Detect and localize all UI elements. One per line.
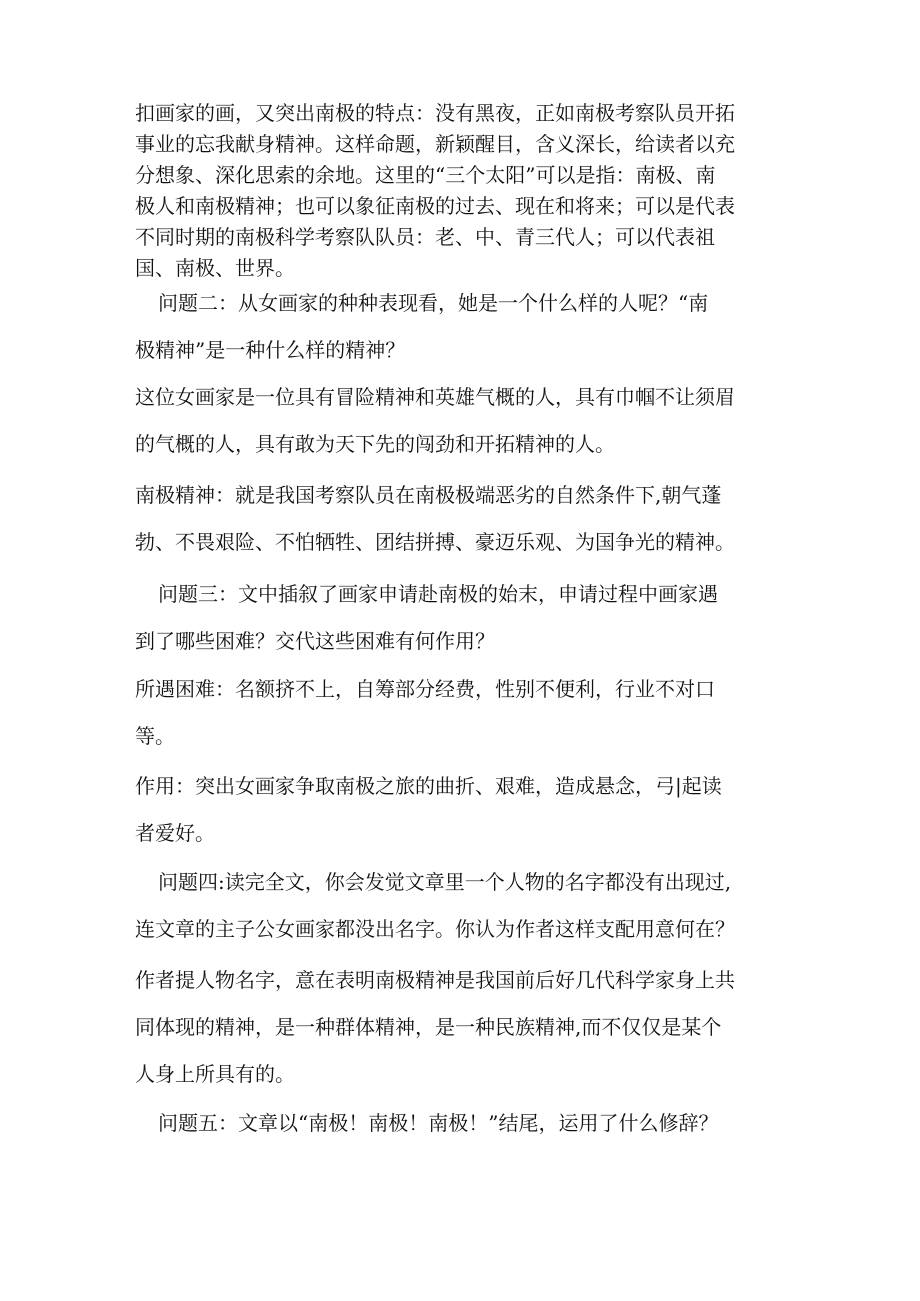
text-line: 问题五：文章以“南极！南极！南极！”结尾，运用了什么修辞？: [158, 1111, 719, 1135]
text-line: 连文章的主子公女画家都没出名字。你认为作者这样支配用意何在？: [135, 917, 735, 941]
text-line: 这位女画家是一位具有冒险精神和英雄气概的人，具有巾帼不让须眉: [135, 385, 735, 409]
answer-three-difficulties: [135, 666, 800, 760]
text-line: 国、南极、世界。: [135, 256, 295, 280]
text-line: 人身上所具有的。: [135, 1062, 295, 1086]
answer-three-effect: [135, 763, 800, 857]
answer-two-painter: [135, 374, 800, 468]
text-line: 的气概的人，具有敢为天下先的闯劲和开拓精神的人。: [135, 432, 615, 456]
text-line: 作用：突出女画家争取南极之旅的曲折、艰难，造成悬念，弓|起读: [135, 774, 722, 798]
question-three: [135, 571, 823, 665]
paragraph-title-meaning: [135, 98, 800, 284]
text-line: 者爱好。: [135, 821, 215, 845]
text-line: 同体现的精神，是一种群体精神，是一种民族精神,而不仅仅是某个: [135, 1015, 722, 1039]
text-line: 事业的忘我献身精神。这样命题，新颖醒目，含义深长，给读者以充: [135, 132, 735, 156]
question-four: [135, 859, 823, 953]
text-line: 等。: [135, 724, 175, 748]
text-line: 问题三：文中插叙了画家申请赴南极的始末，申请过程中画家遇: [158, 582, 718, 606]
text-line: 勃、不畏艰险、不怕牺牲、团结拼搏、豪迈乐观、为国争光的精神。: [135, 530, 735, 554]
text-line: 极人和南极精神；也可以象征南极的过去、现在和将来；可以是代表: [135, 194, 735, 218]
text-line: 作者提人物名字，意在表明南极精神是我国前后好几代科学家身上共: [135, 968, 735, 992]
question-two: [135, 280, 823, 374]
answer-four: [135, 957, 800, 1098]
text-line: 到了哪些困难？交代这些困难有何作用？: [135, 629, 495, 653]
text-line: 问题二：从女画家的种种表现看，她是一个什么样的人呢？“南: [158, 291, 709, 315]
question-five: [135, 1100, 823, 1147]
text-line: 南极精神：就是我国考察队员在南极极端恶劣的自然条件下,朝气蓬: [135, 483, 722, 507]
text-line: 所遇困难：名额挤不上，自筹部分经费，性别不便利，行业不对口: [135, 677, 715, 701]
text-line: 问题四:读完全文，你会发觉文章里一个人物的名字都没有出现过,: [158, 870, 732, 894]
answer-two-spirit: [135, 472, 800, 566]
text-line: 不同时期的南极科学考察队队员：老、中、青三代人；可以代表祖: [135, 225, 715, 249]
text-line: 扣画家的画，又突出南极的特点：没有黑夜，正如南极考察队员开拓: [135, 101, 735, 125]
text-line: 极精神”是一种什么样的精神？: [135, 338, 406, 362]
text-line: 分想象、深化思索的余地。这里的“三个太阳”可以是指：南极、南: [135, 163, 716, 187]
